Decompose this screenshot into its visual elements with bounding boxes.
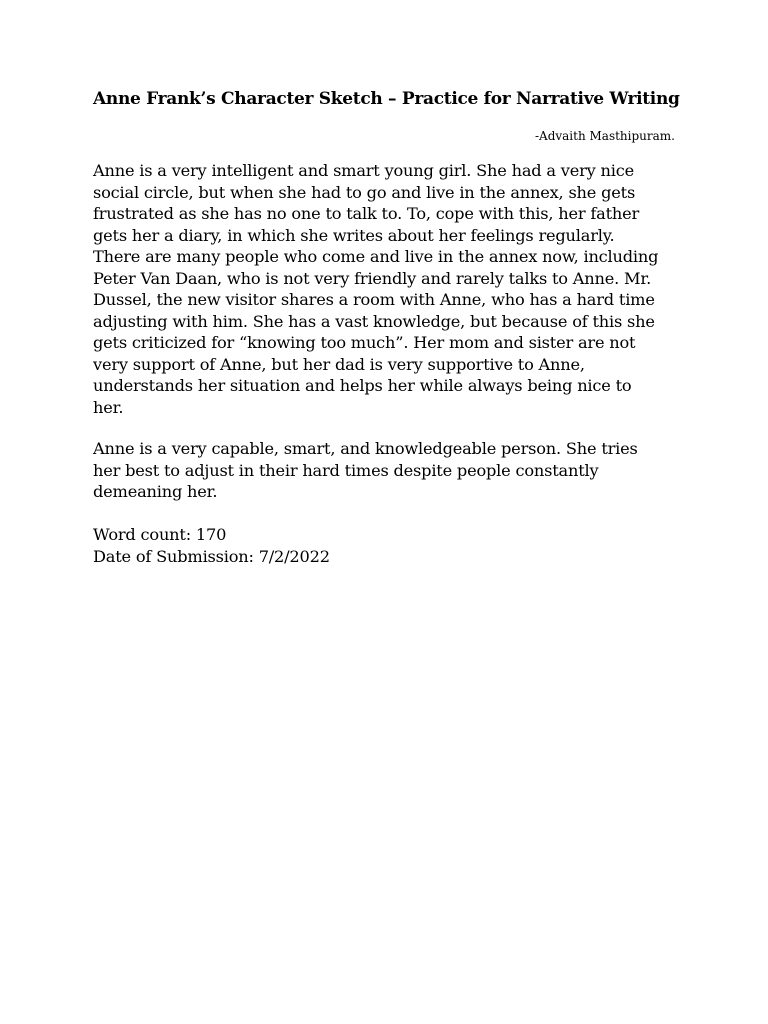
author-name: -Advaith Masthipuram. xyxy=(534,129,675,143)
paragraph-line: very support of Anne, but her dad is very supportive to Anne, xyxy=(93,354,585,374)
paragraph-1 xyxy=(93,160,693,418)
paragraph-line: demeaning her. xyxy=(93,482,218,501)
paragraph-line: There are many people who come and live in the annex now, including xyxy=(93,247,659,266)
submission-date: Date of Submission: 7/2/2022 xyxy=(93,547,330,566)
paragraph-2 xyxy=(93,438,693,503)
paragraph-line: Dussel, the new visitor shares a room with Anne, who has a hard time xyxy=(93,290,655,309)
paragraph-line: gets criticized for “knowing too much”. Her mom and sister are not xyxy=(93,333,636,352)
paragraph-line: Anne is a very capable, smart, and knowledgeable person. She tries xyxy=(93,439,638,458)
paragraph-line: her. xyxy=(93,397,124,417)
paragraph-line: social circle, but when she had to go and live in the annex, she gets xyxy=(93,182,636,202)
paragraph-line: Anne is a very intelligent and smart young girl. She had a very nice xyxy=(93,161,634,180)
paragraph-line: understands her situation and helps her while always being nice to xyxy=(93,376,632,395)
document-title: Anne Frank’s Character Sketch – Practice for Narrative Writing xyxy=(93,89,680,109)
paragraph-line: frustrated as she has no one to talk to. To, cope with this, her father xyxy=(93,204,640,223)
paragraph-line: Peter Van Daan, who is not very friendly and rarely talks to Anne. Mr. xyxy=(93,268,652,288)
paragraph-line: adjusting with him. She has a vast knowledge, but because of this she xyxy=(93,311,655,331)
word-count: Word count: 170 xyxy=(93,525,227,544)
paragraph-line: her best to adjust in their hard times despite people constantly xyxy=(93,460,599,480)
paragraph-line: gets her a diary, in which she writes about her feelings regularly. xyxy=(93,225,615,245)
